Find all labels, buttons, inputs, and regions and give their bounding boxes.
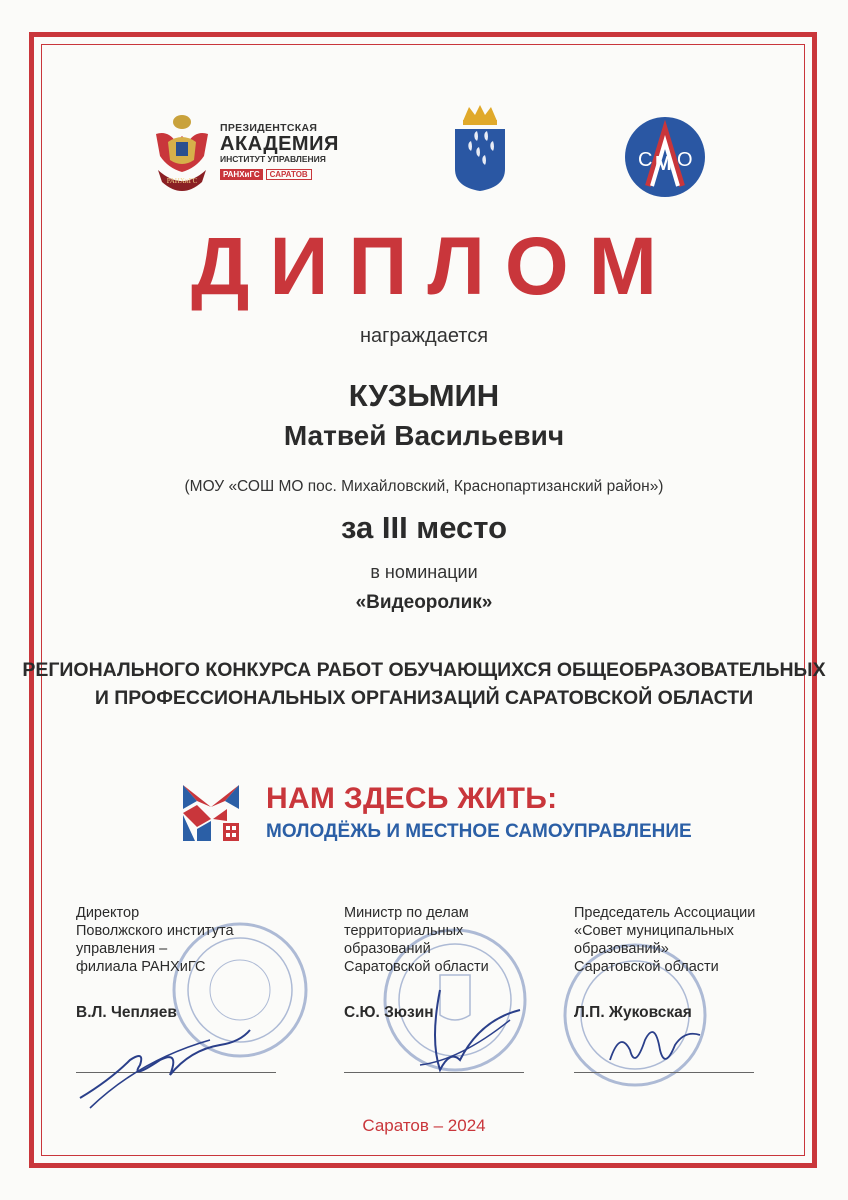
svg-text:М: М: [655, 153, 672, 175]
saratov-coat-of-arms-icon: [449, 103, 511, 193]
signature-1-icon: [70, 1020, 280, 1110]
program-subtitle: МОЛОДЁЖЬ И МЕСТНОЕ САМОУПРАВЛЕНИЕ: [266, 821, 692, 842]
smo-logo-icon: [624, 116, 706, 198]
recipient-surname: КУЗЬМИН: [348, 378, 500, 413]
signatory-2-name: С.Ю. Зюзин: [344, 1004, 434, 1021]
academy-line-3: ИНСТИТУТ УПРАВЛЕНИЯ: [220, 154, 326, 164]
recipient-school: (МОУ «СОШ МО пос. Михайловский, Краснопартизанский район»): [184, 478, 664, 495]
academy-line-1: ПРЕЗИДЕНТСКАЯ: [220, 122, 318, 134]
signatory-3-title: Председатель Ассоциации «Совет муниципальных образований» Саратовской области: [574, 905, 756, 975]
contest-line-2: И ПРОФЕССИОНАЛЬНЫХ ОРГАНИЗАЦИЙ САРАТОВСКОЙ ОБЛАСТИ: [94, 687, 754, 709]
academy-logo: [150, 112, 350, 198]
signatory-3-name: Л.П. Жуковская: [574, 1004, 692, 1021]
program-m-logo-icon: [183, 785, 239, 841]
signature-2-icon: [400, 980, 540, 1080]
signature-3-icon: [600, 1010, 710, 1090]
signatory-2-title: Министр по делам территориальных образований Саратовской области: [344, 905, 489, 975]
signatory-1-name: В.Л. Чепляев: [76, 1004, 177, 1021]
contest-line-1: РЕГИОНАЛЬНОГО КОНКУРСА РАБОТ ОБУЧАЮЩИХСЯ ОБЩЕОБРАЗОВАТЕЛЬНЫХ: [22, 659, 826, 681]
svg-text:С: С: [638, 149, 653, 171]
svg-text:О: О: [677, 149, 693, 171]
nomination-label: в номинации: [370, 562, 478, 582]
recipient-given-names: Матвей Васильевич: [283, 420, 565, 451]
awarded-label: награждается: [359, 325, 489, 347]
signatory-1-title: Директор Поволжского института управления – филиала РАНХиГС: [76, 905, 234, 975]
nomination-value: «Видеоролик»: [355, 592, 493, 613]
svg-text:РАНХиГС: РАНХиГС: [166, 177, 198, 185]
city-year: Саратов – 2024: [362, 1116, 486, 1135]
diploma-title: ДИПЛОМ: [191, 221, 677, 312]
academy-text: [220, 122, 355, 180]
eagle-emblem-icon: [150, 112, 214, 198]
program-title: НАМ ЗДЕСЬ ЖИТЬ:: [266, 782, 558, 815]
award-place: за III место: [340, 510, 508, 545]
contest-name: [0, 656, 848, 712]
academy-badge-saratov: САРАТОВ: [266, 169, 312, 180]
academy-line-2: АКАДЕМИЯ: [220, 133, 339, 155]
academy-badge-ranepa: РАНХиГС: [220, 169, 263, 180]
